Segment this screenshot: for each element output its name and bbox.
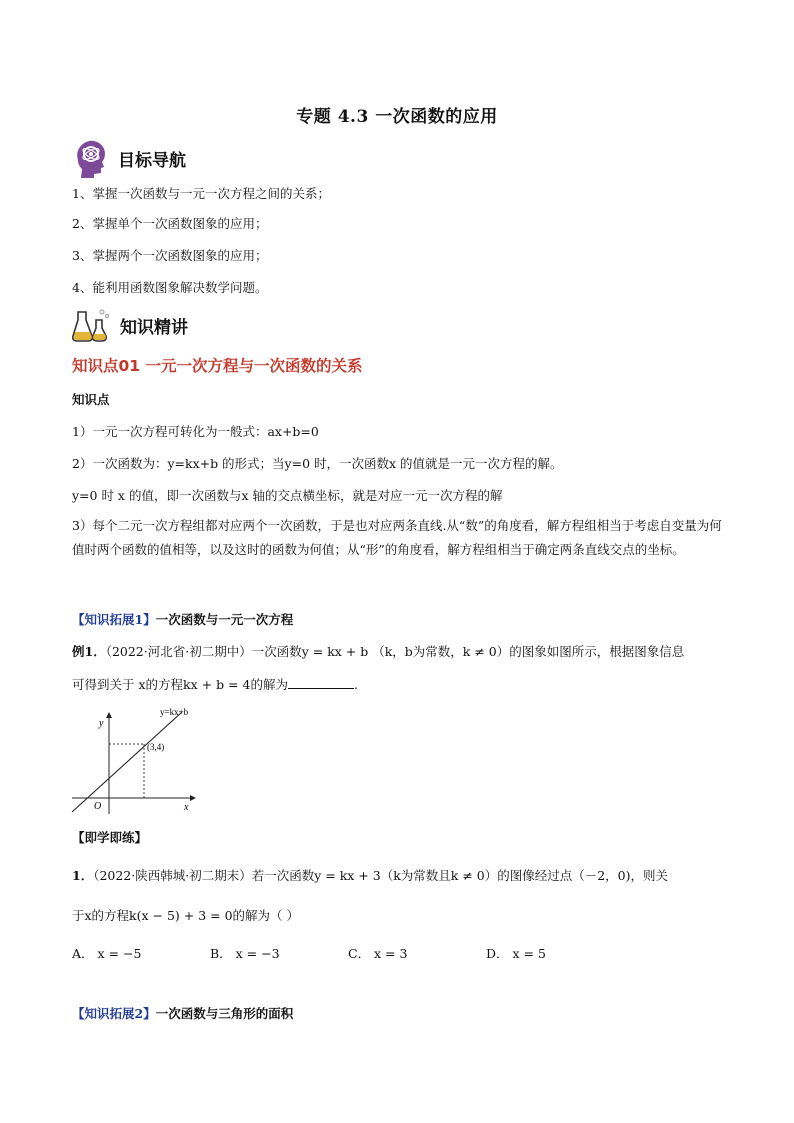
option-d[interactable]: D． x = 5 (486, 946, 546, 961)
knowledge-section-header (72, 306, 188, 344)
question-text: （2022·陕西韩城·初二期末）若一次函数y = kx + 3（k为常数且k ≠ 0）的图像经过点（－2，0)，则关 (93, 868, 668, 883)
extension-heading-1 (72, 612, 293, 628)
extension-tag: 【知识拓展2】 (72, 1006, 156, 1021)
goal-item: 3、掌握两个一次函数图象的应用； (72, 248, 268, 263)
x-axis-arrow (190, 795, 196, 801)
knowledge-point-label: 知识点 (72, 392, 110, 407)
goal-item: 2、掌握单个一次函数图象的应用； (72, 216, 268, 231)
knowledge-point-title: 知识点01 一元一次方程与一次函数的关系 (72, 357, 363, 375)
knowledge-heading: 知识精讲 (120, 317, 188, 338)
goal-item: 1、掌握一次函数与一元一次方程之间的关系； (72, 186, 330, 201)
extension-text: 一次函数与三角形的面积 (155, 1006, 294, 1021)
goals-heading: 目标导航 (118, 150, 186, 171)
example-text: 可得到关于 x的方程kx + b = 4的解为 (72, 677, 288, 692)
extension-tag: 【知识拓展1】 (72, 612, 156, 627)
option-a[interactable]: A． x = −5 (72, 946, 142, 961)
lab-flask-icon (72, 306, 110, 344)
question-1-line-1 (72, 868, 668, 884)
example-1-line-2: 可得到关于 x的方程kx + b = 4的解为 . (72, 677, 358, 692)
knowledge-line: 1）一元一次方程可转化为一般式：ax+b=0 (72, 424, 319, 439)
example-text: （2022·河北省·初二期中）一次函数y = kx + b （k，b为常数，k ≠ 0）的图象如图所示，根据图象信息 (105, 644, 685, 659)
option-c[interactable]: C． x = 3 (348, 946, 408, 961)
knowledge-paragraph: 3）每个二元一次方程组都对应两个一次函数，于是也对应两条直线.从“数”的角度看，解方程组相当于考虑自变量为何值时两个函数的值相等，以及这时的函数为何值；从“形”的角度看，解方程组相当于确定两条直线交点的坐标。 (72, 518, 722, 557)
point-label: (3,4) (147, 742, 165, 752)
example-1-line-1 (72, 644, 684, 660)
x-axis-label: x (184, 802, 189, 813)
function-line (72, 712, 182, 812)
y-axis-label: y (99, 718, 104, 729)
knowledge-line: y=0 时 x 的值，即一次函数与x 轴的交点横坐标，就是对应一元一次方程的解 (72, 488, 503, 503)
practice-heading: 【即学即练】 (72, 830, 148, 845)
question-1-line-2: 于x的方程k(x − 5) + 3 = 0的解为（ ） (72, 908, 300, 923)
page-title: 专题 4.3 一次函数的应用 (296, 107, 498, 127)
goals-section-header (72, 138, 186, 178)
goal-item: 4、能利用函数图象解决数学问题。 (72, 280, 268, 295)
question-number: 1． (72, 868, 94, 883)
knowledge-line: 2）一次函数为：y=kx+b 的形式；当y=0 时，一次函数x 的值就是一元一次方程的解。 (72, 456, 563, 471)
linear-function-graph (64, 702, 204, 820)
brain-head-icon (72, 138, 108, 178)
extension-heading-2 (72, 1006, 293, 1022)
option-b[interactable]: B． x = −3 (210, 946, 280, 961)
curve-label: y=kx+b (160, 707, 189, 717)
y-axis-arrow (106, 712, 112, 718)
answer-blank[interactable] (288, 676, 354, 689)
example-number: 例1． (72, 644, 106, 659)
origin-label: O (94, 801, 102, 812)
extension-text: 一次函数与一元一次方程 (155, 612, 294, 627)
